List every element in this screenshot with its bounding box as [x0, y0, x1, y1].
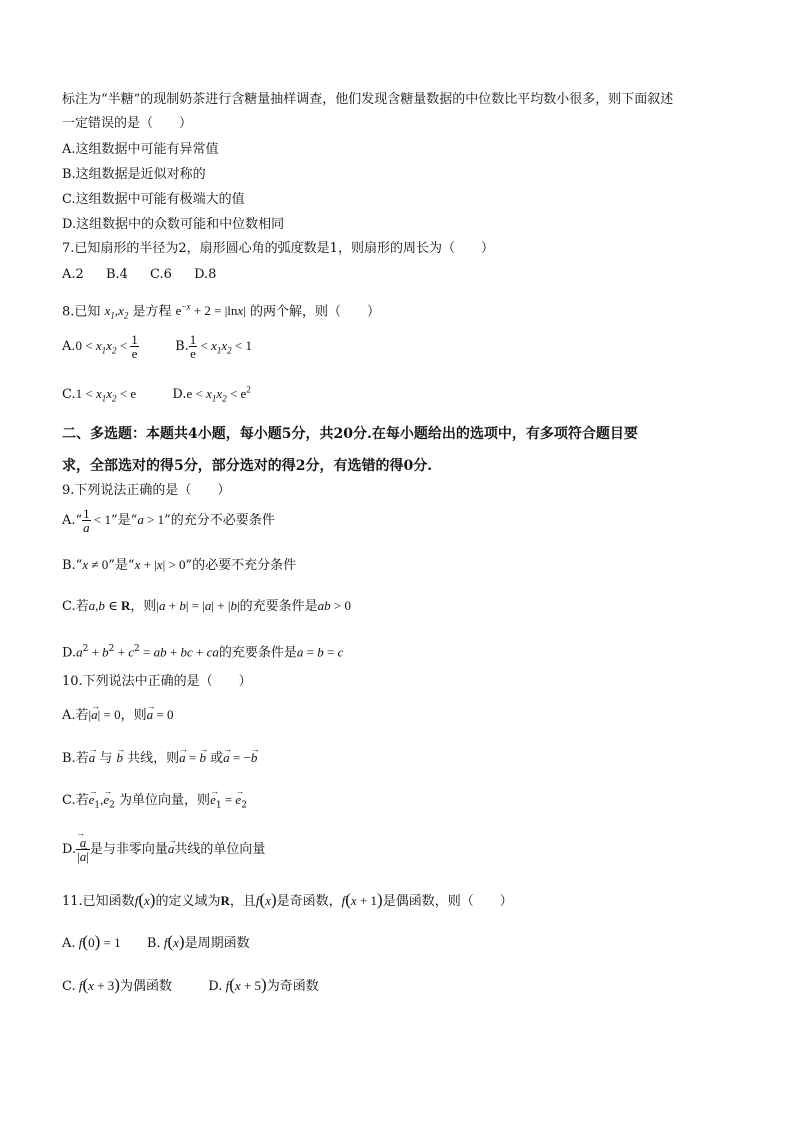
q6-option-b: B.这组数据是近似对称的: [62, 167, 206, 182]
q7-option-d: D.8: [194, 267, 217, 282]
q11-option-d: D. f(x + 5)为奇函数: [208, 975, 319, 994]
q8-stem: 8.已知 $x_1,x_2$ 是方程 $e^{-x} + 2 = |\ln x|$ 的两个解，则（ ）: [62, 302, 380, 321]
section2-heading-line2: 求，全部选对的得5分，部分选对的得2分，有选错的得0分.: [62, 458, 433, 474]
q7-option-a: A.2: [62, 267, 84, 282]
q11-option-c: C. f(x + 3)为偶函数: [62, 975, 172, 994]
q8-roots: $x_1,x_2$: [104, 303, 129, 321]
q7-option-b: B.4: [105, 267, 128, 282]
q11-option-a: A. f(0) = 1: [62, 932, 121, 951]
q9-option-d: $D.a^2 + b^2 + c^2$ = ab + bc + ca的充要条件是a = b = c: [62, 644, 344, 661]
q8-options-cd: [62, 381, 251, 408]
section2-heading-line1: 二、多选题：本题共4小题，每小题5分，共20分.在每小题给出的选项中，有多项符合题目要: [62, 426, 638, 442]
q9-stem: 9.下列说法正确的是（ ）: [62, 483, 231, 498]
q6-line2: 一定错误的是（ ）: [62, 116, 193, 131]
q10-option-c: C.若→ $e_1,\to e_2$ 为单位向量，则→ $e_1$ = → $e_2$: [62, 791, 247, 815]
q8-equation: $e^{-x} + 2 = |\ln x|$: [175, 302, 246, 319]
q11-options-cd: [62, 976, 319, 996]
q7-options: [62, 266, 216, 284]
q11-options-ab: [62, 933, 250, 953]
q8-option-a: $A.0 < x_1x_2$ < $\frac{1}{e}$: [62, 332, 138, 361]
q11-stem: 11.已知函数f(x)的定义域为R，且f(x)是奇函数，f(x + 1)是偶函数，则（ ）: [62, 890, 513, 909]
q7-option-c: C.6: [150, 267, 172, 282]
q9-option-b: B.“x ≠ 0”是“x + |x| > 0”的必要不充分条件: [62, 557, 297, 573]
q6-option-d: D.这组数据中的众数可能和中位数相同: [62, 217, 285, 232]
q8-option-d: $D.e < x_1x_2 < e^2$: [172, 385, 251, 404]
q10-option-d: D. → $\frac{a}{|\to a|}$ 是与非零向量→ a共线的单位向量: [62, 836, 265, 863]
q10-stem: 10.下列说法中正确的是（ ）: [62, 674, 252, 689]
q8-option-b: B. $\frac{1}{e}$ < $x_1x_2 < 1$: [175, 332, 252, 361]
q10-option-a: A.若|→ a| = 0，则→ a = 0: [62, 706, 173, 725]
q11-option-b: B. f(x)是周期函数: [146, 932, 250, 951]
q9-option-a: A.“ $\frac{1}{a}$ < 1”是“a > 1”的充分不必要条件: [62, 506, 275, 535]
q8-options-ab: [62, 333, 252, 360]
q7-stem: 7.已知扇形的半径为2，扇形圆心角的弧度数是1，则扇形的周长为（ ）: [62, 241, 494, 256]
q8-option-c: $C.1 < x_1x_2 < e$: [62, 386, 137, 404]
q10-option-b: B.若→ a 与 → b 共线，则→ a = → b 或→ a = −→ b: [62, 749, 257, 768]
q9-option-c: C.若a,b ∈ R，则|a + b| = |a| + |b|的充要条件是ab > 0: [62, 598, 351, 614]
q6-option-c: C.这组数据中可能有极端大的值: [62, 192, 245, 207]
q6-line1: 标注为“半糖”的现制奶茶进行含糖量抽样调查，他们发现含糖量数据的中位数比平均数小很多，则下面叙述: [62, 92, 674, 107]
q6-option-a: A.这组数据中可能有异常值: [62, 142, 219, 157]
